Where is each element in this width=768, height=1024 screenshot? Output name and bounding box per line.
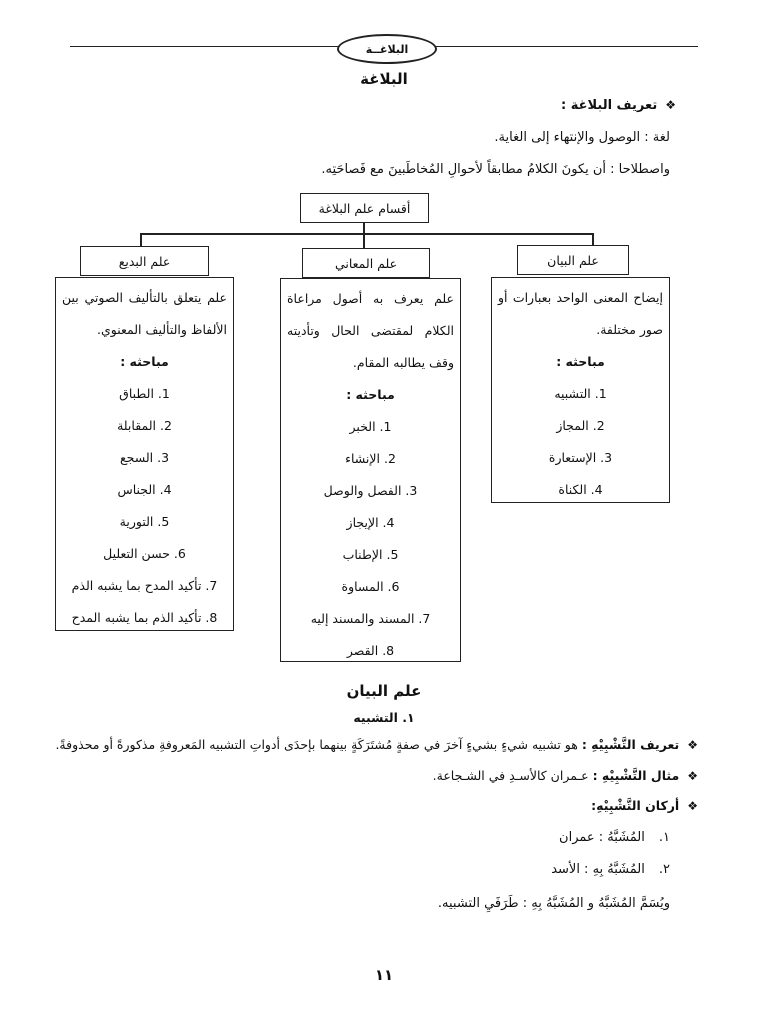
list-item: 2. الإنشاء xyxy=(345,451,396,466)
list-item: 3. الفصل والوصل xyxy=(323,483,418,498)
header-rule-right xyxy=(432,46,698,47)
list-item: 1. التشبيه xyxy=(554,386,607,401)
list-item: 8. تأكيد الذم بما يشبه المدح xyxy=(71,610,218,625)
definition-technical: واصطلاحا : أن يكونَ الكلامُ مطابقاً لأحوالِ المُخاطَبينَ مع فَصاحَتِه. xyxy=(321,162,670,177)
column-maani-box xyxy=(280,278,461,662)
column-bayan-box xyxy=(491,277,670,503)
list-item: 7. تأكيد المدح بما يشبه الذم xyxy=(71,578,218,593)
list-item: 7. المسند والمسند إليه xyxy=(310,611,431,626)
pillar-item xyxy=(551,862,670,877)
list-item: 8. القصر xyxy=(346,643,395,658)
column-title-bayan-box xyxy=(517,245,629,275)
bullet-icon: ❖ xyxy=(665,98,676,112)
bayan-example-label: مثال التَّشْبِيْهِ : xyxy=(592,768,680,783)
bayan-title: علم البيان xyxy=(346,682,422,700)
connector-horizontal xyxy=(140,233,592,235)
list-item: 6. حسن التعليل xyxy=(103,546,186,561)
list-item: 2. المقابلة xyxy=(117,418,172,433)
definition-heading-line xyxy=(561,98,676,113)
list-item: 4. الكناة xyxy=(558,482,603,497)
bayan-note: ويُسَمَّ المُشَبَّهُ و المُشَبَّهُ بِهِ : طَرَفَيِ التشبيه. xyxy=(437,896,670,911)
connector-mid-down xyxy=(363,233,365,248)
column-badi-sub: مباحثه : xyxy=(120,354,169,369)
header-badge xyxy=(337,34,437,64)
definition-heading: تعريف البلاغة : xyxy=(561,98,658,113)
list-item: 1. الطباق xyxy=(119,386,170,401)
bayan-pillars-label: أركان التَّشْبِيْهِ: xyxy=(591,798,680,813)
bayan-example-line xyxy=(433,768,698,783)
tree-root-box xyxy=(300,193,429,223)
pillar-number: ١. xyxy=(658,830,670,845)
column-title-maani-box xyxy=(302,248,430,278)
column-title-maani: علم المعاني xyxy=(334,255,398,271)
bayan-example-text: عـمران كالأسـدِ في الشـجاعة. xyxy=(432,768,589,783)
bayan-def-label: تعريف التَّشْبِيْهِ : xyxy=(581,737,680,752)
connector-root-down xyxy=(363,222,365,233)
pillar-item xyxy=(559,830,670,845)
header-rule-left xyxy=(70,46,338,47)
bullet-icon: ❖ xyxy=(687,769,698,783)
list-item: 4. الإيجاز xyxy=(346,515,395,530)
column-maani-sub: مباحثه : xyxy=(346,387,395,402)
pillar-number: ٢. xyxy=(658,862,670,877)
list-item: 3. الإستعارة xyxy=(548,450,613,465)
column-bayan-desc: إيضاح المعنى الواحد بعبارات أو صور مختلفة. xyxy=(498,290,663,337)
pillar-text: المُشَبَّهُ بِهِ : الأسد xyxy=(551,862,645,877)
column-maani-desc: علم يعرف به أصول مراعاة الكلام لمقتضى الحال وتأديته وقف يطالبه المقام. xyxy=(287,291,454,370)
pillar-text: المُشَبَّهُ : عمران xyxy=(559,830,645,845)
bullet-icon: ❖ xyxy=(687,799,698,813)
header-label: البلاغــة xyxy=(365,42,409,56)
list-item: 5. التورية xyxy=(119,514,170,529)
list-item: 3. السجع xyxy=(119,450,170,465)
list-item: 2. المجاز xyxy=(556,418,605,433)
column-bayan-sub: مباحثه : xyxy=(556,354,605,369)
bayan-def-text: هو تشبيه شيءٍ بشيءٍ آخرَ في صفةٍ مُشتَرَكَةٍ بينهما بإحدَى أدواتِ التشبيه المَعروفةِ مذكورةً أو محذوفةً. xyxy=(55,737,578,752)
bullet-icon: ❖ xyxy=(687,738,698,752)
bayan-pillars-line xyxy=(591,798,698,813)
bayan-definition-line xyxy=(55,737,698,752)
connector-left-down xyxy=(140,233,142,246)
list-item: 6. المساوة xyxy=(341,579,400,594)
list-item: 1. الخبر xyxy=(349,419,392,434)
column-badi-desc: علم يتعلق بالتأليف الصوتي بين الألفاظ والتأليف المعنوي. xyxy=(62,290,227,337)
bayan-subtitle: ١. التشبيه xyxy=(353,710,415,725)
page-title: البلاغة xyxy=(360,70,408,88)
connector-right-down xyxy=(592,233,594,245)
column-title-badi-box xyxy=(80,246,209,276)
list-item: 4. الجناس xyxy=(117,482,172,497)
column-title-bayan: علم البيان xyxy=(547,252,599,268)
tree-root-label: أقسام علم البلاغة xyxy=(318,200,411,216)
definition-linguistic: لغة : الوصول والإنتهاء إلى الغاية. xyxy=(494,130,670,145)
column-title-badi: علم البديع xyxy=(118,253,171,269)
column-badi-box xyxy=(55,277,234,631)
list-item: 5. الإطناب xyxy=(342,547,399,562)
page-number: ١١ xyxy=(374,966,394,984)
